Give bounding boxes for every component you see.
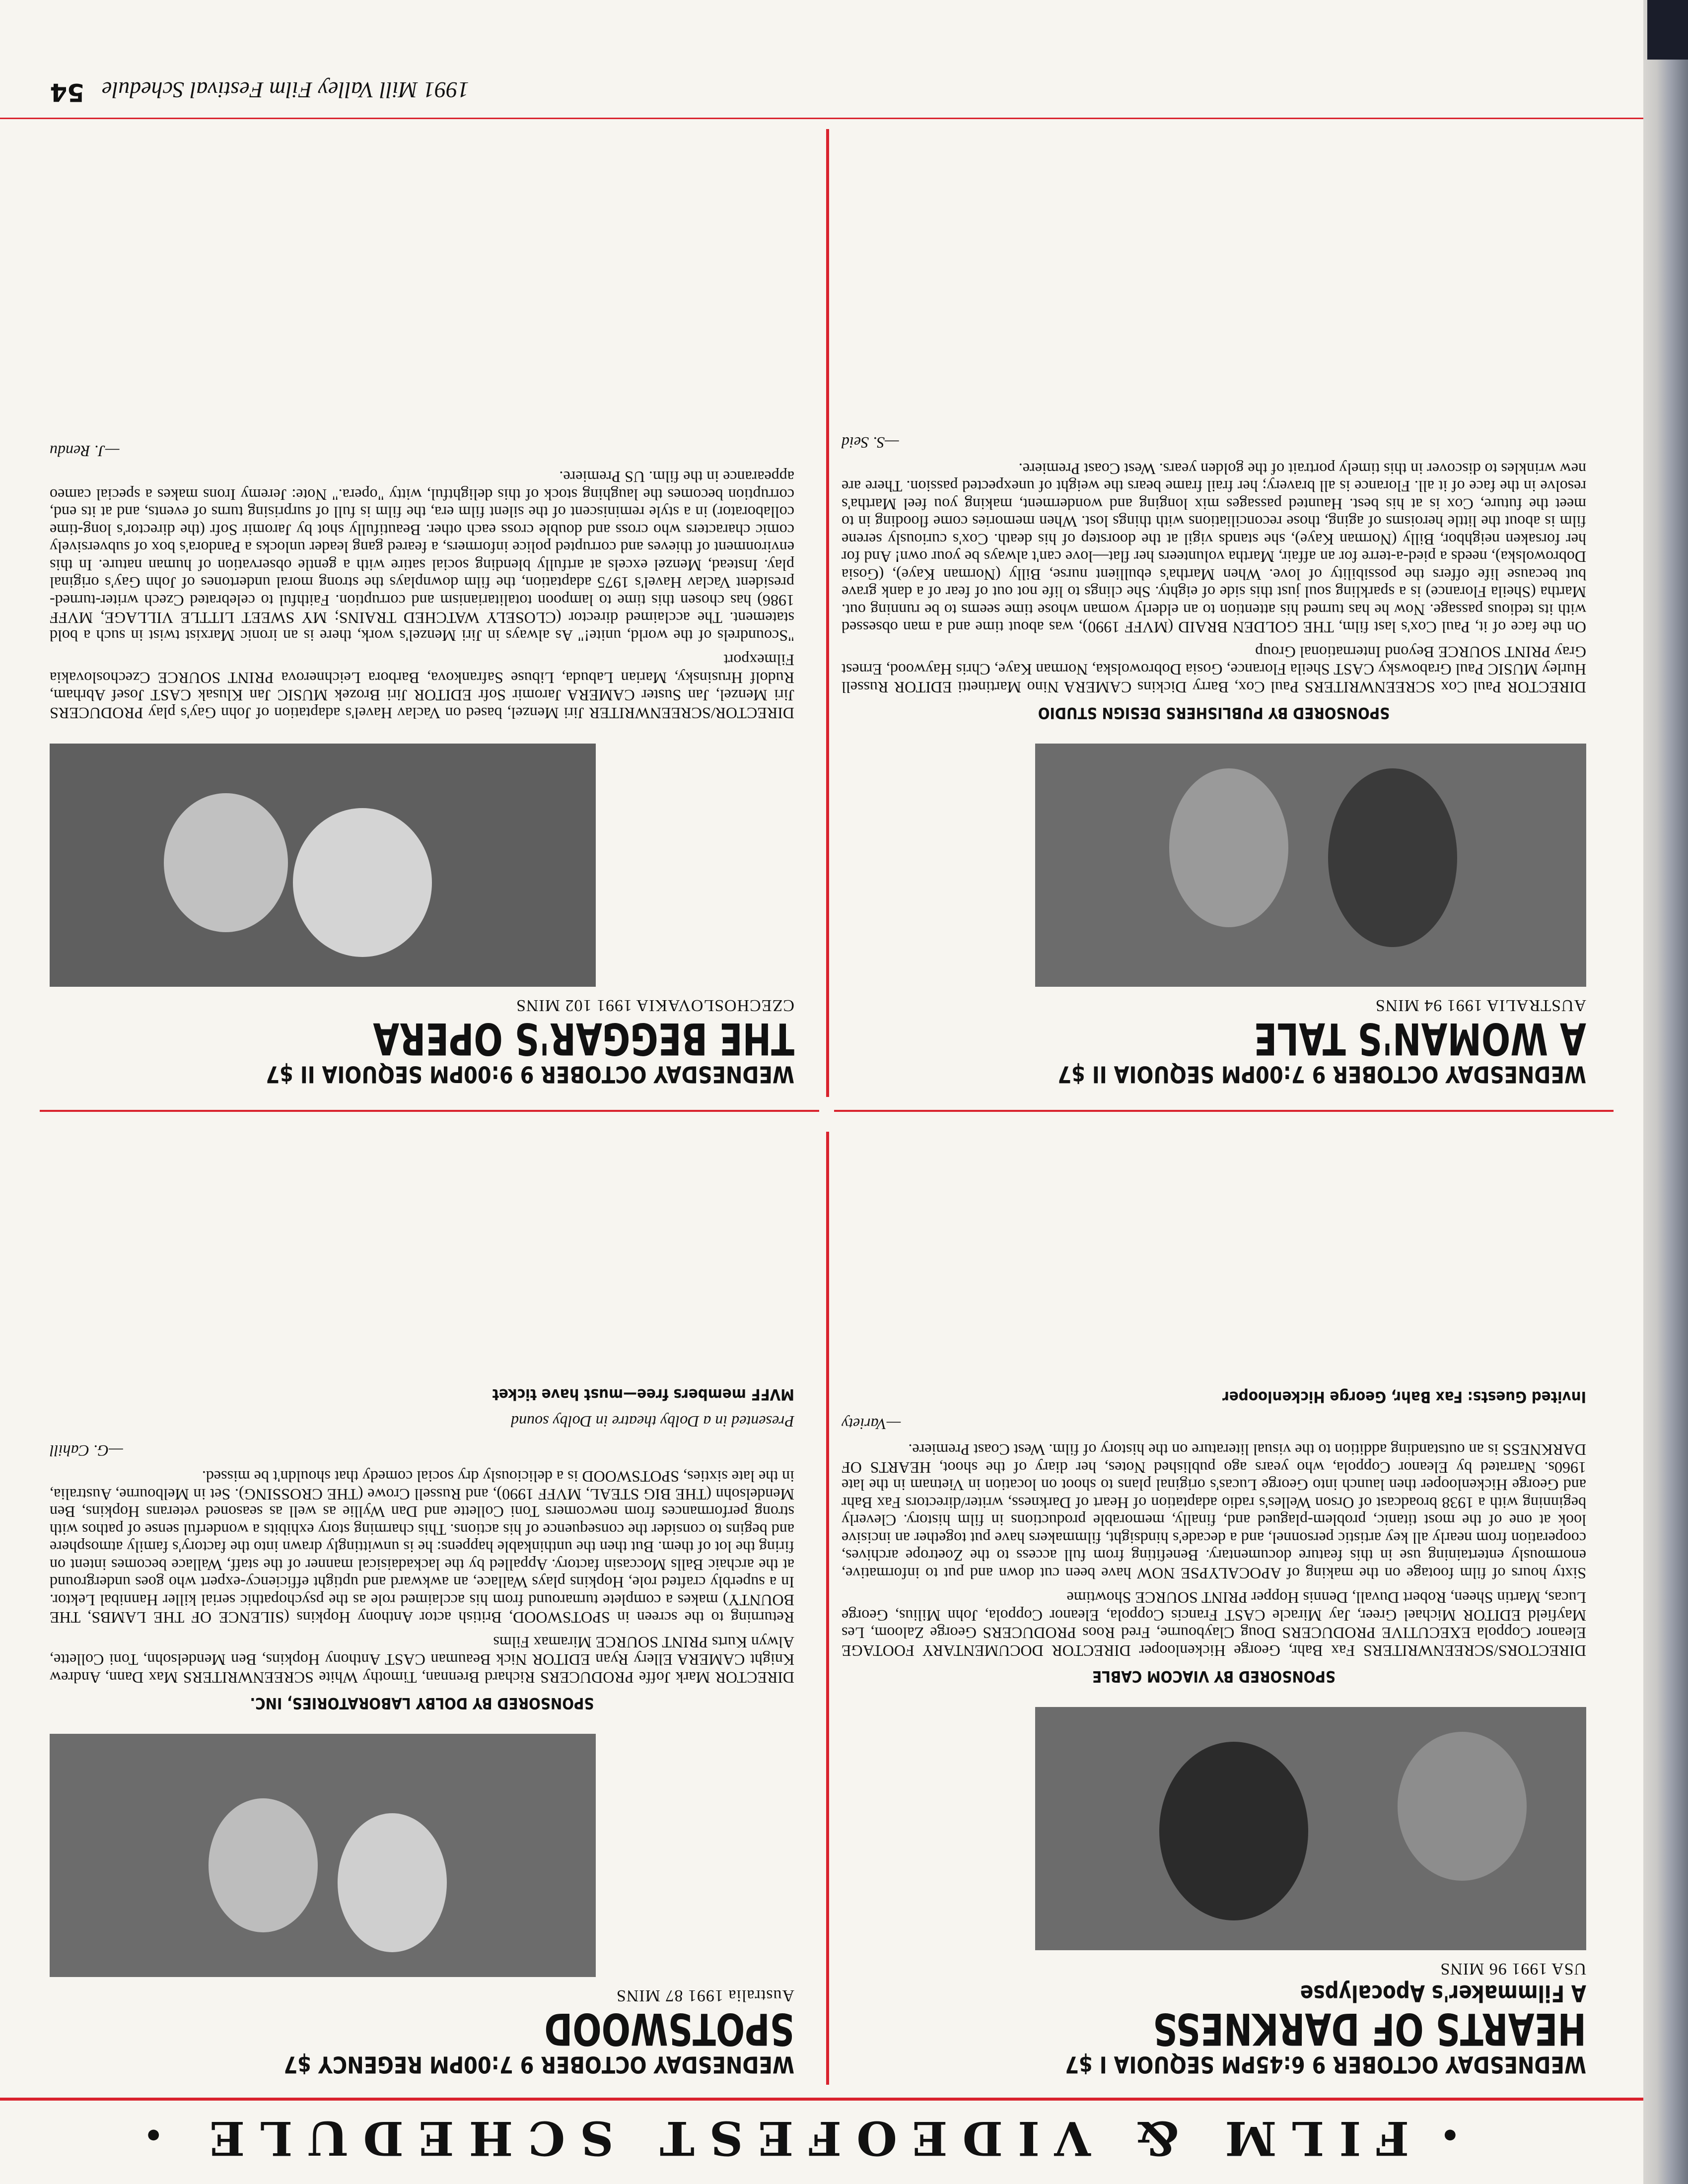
film-credits: DIRECTOR/SCREENWRITER Jiri Menzel, based on Vaclav Havel's adaptation of John Gay's play PRODUCERS Jiri Menzel, Jan Suster CAMERA Jaromir Sofr EDITOR Jiri Brozek MUSIC Jan Klusak CAST Josef Abrham, Rudolf Hrusinsky, Marian Labuda, Libuse Safrankova, Barbora Leichnerova PRINT SOURCE Czechoslovakia Filmexport xyxy=(50,651,794,722)
film-meta: CZECHOSLOVAKIA 1991 102 MINS xyxy=(515,996,794,1015)
film-title: HEARTS OF DARKNESS xyxy=(1153,2003,1586,2054)
film-listing-a-womans-tale xyxy=(842,434,1586,1088)
film-meta: Australia 1991 87 MINS xyxy=(616,1986,794,2005)
sponsor-line: SPONSORED BY DOLBY LABORATORIES, INC. xyxy=(250,1694,594,1712)
invited-guests: Invited Guests: Fax Bahr, George Hickenlooper xyxy=(1222,1388,1586,1406)
film-review: "Scoundrels of the world, unite!" As always in Jiri Menzel's work, there is an ironic Marxist twist in such a bold statement. The acclaimed director (CLOSELY WATCHED TRAINS; MY SWEET LITTLE VILLAGE, MVFF 1986) has chosen this time to lampoon totalitarianism and corruption. Faithful to celebrated Czech writer-turned-president Vaclav Havel's 1975 adaptation, the film downplays the strong moral undertones of John Gay's original play. Instead, Menzel excels at artfully blending social satire with a gentle observation of human nature. In this environment of thieves and corrupted police informers, a feared gang leader unlocks a Pandora's box of subversively comic characters who cross and double cross each other. Beautifully shot by Jaromir Sofr (the director's long-time collaborator) in a style reminiscent of the silent film era, the film is full of surprising turns of events, and at its end, corruption becomes the laughing stock of this delightful, witty "opera." Note: Jeremy Irons makes a special cameo appearance in the film. US Premiere. xyxy=(50,468,794,645)
screening-note: Presented in a Dolby theatre in Dolby sound xyxy=(511,1413,794,1431)
bullet-icon: • xyxy=(143,2116,164,2153)
page-number: 54 xyxy=(50,78,84,107)
photo-figure xyxy=(164,793,288,932)
section-rule-left xyxy=(834,1110,1614,1112)
sponsor-line: SPONSORED BY VIACOM CABLE xyxy=(1092,1667,1336,1685)
photo-figure xyxy=(209,1798,318,1932)
film-credits: DIRECTOR Mark Joffe PRODUCERS Richard Brennan, Timothy White SCREENWRITERS Max Dann, Andrew Knight CAMERA Ellery Ryan EDITOR Nick Beauman CAST Anthony Hopkins, Ben Mendelsohn, Toni Collette, Alwyn Kurts PRINT SOURCE Miramax Films xyxy=(50,1634,794,1687)
film-listing-the-beggars-opera xyxy=(50,442,794,1087)
film-credits: DIRECTOR Paul Cox SCREENWRITERS Paul Cox, Barry Dickins CAMERA Nino Martinetti EDITOR Russell Hurley MUSIC Paul Grabowsky CAST Sheila Florance, Gosia Dobrowolska, Norman Kaye, Chris Haywood, Ernest Gray PRINT SOURCE Beyond International Group xyxy=(842,643,1586,696)
film-still-photo xyxy=(50,1734,596,1977)
review-signature: —J. Rendu xyxy=(50,442,120,460)
sponsor-line: SPONSORED BY PUBLISHERS DESIGN STUDIO xyxy=(1038,704,1390,722)
screening-date-line: WEDNESDAY OCTOBER 9 7:00PM REGENCY $7 xyxy=(283,2051,794,2077)
film-title: A WOMAN'S TALE xyxy=(1254,1013,1586,1064)
screening-date-line: WEDNESDAY OCTOBER 9 6:45PM SEQUOIA I $7 xyxy=(1065,2051,1586,2077)
screening-date-line: WEDNESDAY OCTOBER 9 9:00PM SEQUOIA II $7 xyxy=(266,1061,794,1087)
film-title: SPOTSWOOD xyxy=(544,2003,794,2054)
film-review: Returning to the screen in SPOTSWOOD, British actor Anthony Hopkins (SILENCE OF THE LAMBS, THE BOUNTY) makes a complete turnaround from his acclaimed role as the psychopathic serial killer Hannibal Lektor. In a superbly crafted role, Hopkins plays Wallace, an awkward and uptight efficiency-expert who goes underground at the archaic Balls Moccasin factory. Appalled by the lackadaisical manner of the staff, Wallace becomes intent on firing the lot of them. But then the unthinkable happens: he is unwittingly drawn into the factory's family atmosphere and begins to consider the consequence of his actions. This charming story exhibits a wonderful sense of pathos with strong performances from newcomers Toni Collette and Dan Wyllie as well as seasoned veterans Hopkins, Ben Mendelsohn (THE BIG STEAL, MVFF 1990), and Russell Crowe (THE CROSSING). Set in Melbourne, Australia, in the late sixties, SPOTSWOOD is a deliciously dry social comedy that shouldn't be missed. xyxy=(50,1468,794,1627)
column-divider-top xyxy=(826,1132,829,2085)
members-note: MVFF members free—must have ticket xyxy=(492,1385,794,1403)
book-page-edge xyxy=(1643,0,1688,2184)
photo-figure xyxy=(1328,768,1457,947)
film-still-photo xyxy=(1035,1707,1586,1950)
film-title: THE BEGGAR'S OPERA xyxy=(373,1013,794,1064)
film-meta: AUSTRALIA 1991 94 MINS xyxy=(1375,996,1586,1015)
film-still-photo xyxy=(50,744,596,987)
footer-rule xyxy=(0,118,1643,119)
film-meta: USA 1991 96 MINS xyxy=(1440,1960,1586,1978)
photo-figure xyxy=(1169,768,1288,927)
section-rule-right xyxy=(40,1110,819,1112)
photo-figure xyxy=(293,808,432,957)
photo-figure xyxy=(338,1813,447,1952)
screening-date-line: WEDNESDAY OCTOBER 9 7:00PM SEQUOIA II $7 xyxy=(1057,1061,1586,1087)
film-listing-spotswood xyxy=(50,1385,794,2077)
film-listing-hearts-of-darkness xyxy=(842,1388,1586,2077)
photo-figure xyxy=(1398,1732,1527,1881)
film-review: On the face of it, Paul Cox's last film, THE GOLDEN BRAID (MVFF 1990), was about time and a man obsessed with its tedious passage. Now he has turned his attention to an elderly woman whose time seems to be running out. Martha (Sheila Florance) is a sparkling soul just this side of eighty. She clings to life not out of fear of a dank grave but because life offers the possibility of love. When Martha's ebullient nurse, Billy (Norman Kaye), (Gosia Dobrowolska), needs a pied-a-terre for an affair, Martha volunteers her flat—love can't always be your own! And for her forsaken neighbor, Billy (Norman Kaye), she stands vigil at the doorstep of his death. Cox's curiously serene film is about the little heroisms of aging, those reconciliations with things lost. When memories come flooding in to meet the future, Cox is at his best. Haunted passages mix longing and wonderment, making you feel Martha's resolve in the face of it all. Florance is all bravery; her frail frame bears the weight of unexpected passion. There are new wrinkles to discover in this timely portrait of the golden years. West Coast Premiere. xyxy=(842,460,1586,637)
masthead-rule xyxy=(0,2098,1643,2101)
photo-figure xyxy=(1159,1742,1308,1920)
review-signature: —S. Seid xyxy=(842,434,899,452)
film-still-photo xyxy=(1035,744,1586,987)
footer-publication-title: 1991 Mill Valley Film Festival Schedule xyxy=(102,77,469,103)
masthead-title: FILM & VIDEOFEST SCHEDULE xyxy=(194,2111,1409,2165)
film-credits: DIRECTORS/SCREENWRITERS Fax Bahr, George Hickenlooper DIRECTOR DOCUMENTARY FOOTAGE Eleanor Coppola EXECUTIVE PRODUCERS Doug Claybourne, Fred Roos PRODUCERS George Zaloom, Les Mayfield EDITOR Michael Greer, Jay Miracle CAST Francis Coppola, Eleanor Coppola, John Milius, George Lucas, Martin Sheen, Robert Duvall, Dennis Hopper PRINT SOURCE Showtime xyxy=(842,1589,1586,1660)
column-divider-bottom xyxy=(826,129,829,1097)
bullet-icon: • xyxy=(1440,2116,1460,2153)
book-tab-marker xyxy=(1647,0,1688,60)
film-subtitle: A Filmmaker's Apocalypse xyxy=(1300,1980,1586,2007)
review-signature: —Variety xyxy=(842,1415,901,1433)
masthead xyxy=(0,2106,1623,2170)
review-signature: —G. Cahill xyxy=(50,1442,123,1460)
film-review: Sixty hours of film footage on the making of APOCALYPSE NOW have been cut down and put to informative, enormously entertaining use in this feature documentary. Benefiting from full access to the Zoetrope archives, cooperation from nearly all key artistic personnel, and a decade's hindsight, filmmakers have put together an incisive look at one of the most titanic, problem-plagued and, finally, memorable productions in film history. Cleverly beginning with a 1938 broadcast of Orson Welles's radio adaptation of Heart of Darkness, writer/directors Fax Bahr and George Hickenlooper then launch into George Lucas's original plans to shoot on location in Vietnam in the late 1960s. Narrated by Eleanor Coppola, who years ago published Notes, her diary of the shoot, HEARTS OF DARKNESS is an outstanding addition to the visual literature on the history of film. West Coast Premiere. xyxy=(842,1441,1586,1582)
